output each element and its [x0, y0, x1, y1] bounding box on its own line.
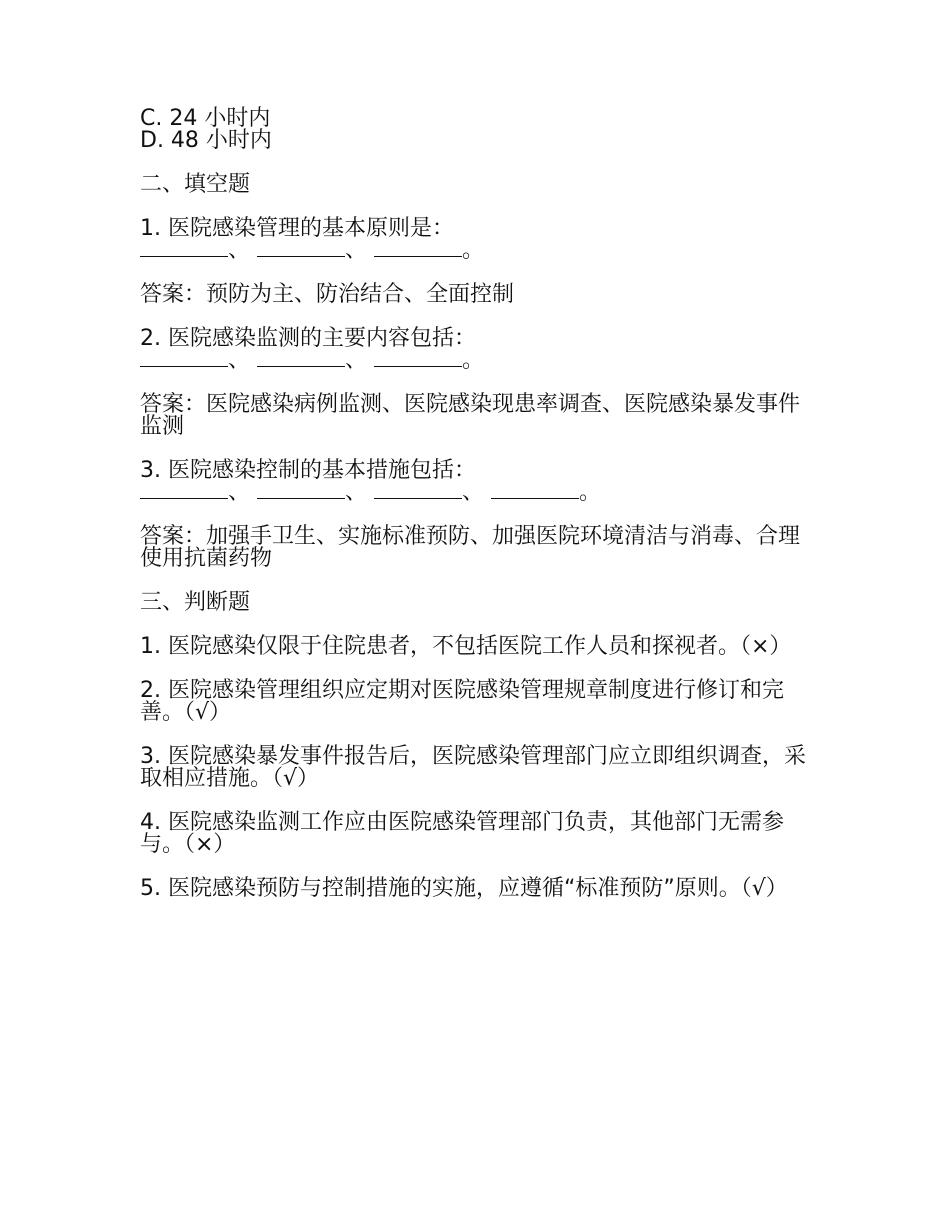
- answer-blank: [257, 350, 345, 367]
- document-page: [140, 108, 820, 900]
- fill-question-1: 1. 医院感染管理的基本原则是：: [140, 216, 454, 241]
- fill-answer-1: 答案：预防为主、防治结合、全面控制: [140, 282, 515, 307]
- fill-section-heading: 二、填空题: [140, 172, 251, 197]
- fill-answer-2: 答案：医院感染病例监测、医院感染现患率调查、医院感染暴发事件监测: [140, 392, 801, 439]
- blank-end-mark: 。: [462, 238, 485, 263]
- answer-blank: [374, 482, 462, 499]
- answer-blank: [140, 240, 228, 257]
- judge-item-3: 3. 医院感染暴发事件报告后，医院感染管理部门应立即组织调查，采取相应措施。（√）: [140, 744, 806, 791]
- answer-blank: [374, 240, 462, 257]
- fill-blanks-1: [140, 240, 820, 262]
- answer-blank: [374, 350, 462, 367]
- fill-question-2: 2. 医院感染监测的主要内容包括：: [140, 326, 476, 351]
- answer-blank: [257, 482, 345, 499]
- fill-question-3: 3. 医院感染控制的基本措施包括：: [140, 458, 476, 483]
- blank-separator: 、: [462, 480, 485, 505]
- blank-end-mark: 。: [579, 480, 602, 505]
- option-c: C. 24 小时内: [140, 106, 271, 131]
- answer-blank: [257, 240, 345, 257]
- judge-item-1: 1. 医院感染仅限于住院患者，不包括医院工作人员和探视者。（×）: [140, 634, 792, 659]
- blank-end-mark: 。: [462, 348, 485, 373]
- judge-item-5: 5. 医院感染预防与控制措施的实施，应遵循“标准预防”原则。（√）: [140, 876, 788, 901]
- fill-answer-3: 答案：加强手卫生、实施标准预防、加强医院环境清洁与消毒、合理使用抗菌药物: [140, 524, 801, 571]
- blank-separator: 、: [228, 480, 251, 505]
- blank-separator: 、: [228, 348, 251, 373]
- fill-blanks-2: [140, 350, 820, 372]
- answer-blank: [491, 482, 579, 499]
- judge-item-4: 4. 医院感染监测工作应由医院感染管理部门负责，其他部门无需参与。（×）: [140, 810, 784, 857]
- blank-separator: 、: [345, 348, 368, 373]
- judge-item-2: 2. 医院感染管理组织应定期对医院感染管理规章制度进行修订和完善。（√）: [140, 678, 784, 725]
- blank-separator: 、: [228, 238, 251, 263]
- judge-section-heading: 三、判断题: [140, 590, 251, 615]
- answer-blank: [140, 350, 228, 367]
- fill-blanks-3: [140, 482, 820, 504]
- blank-separator: 、: [345, 238, 368, 263]
- blank-separator: 、: [345, 480, 368, 505]
- answer-blank: [140, 482, 228, 499]
- option-d: D. 48 小时内: [140, 128, 272, 153]
